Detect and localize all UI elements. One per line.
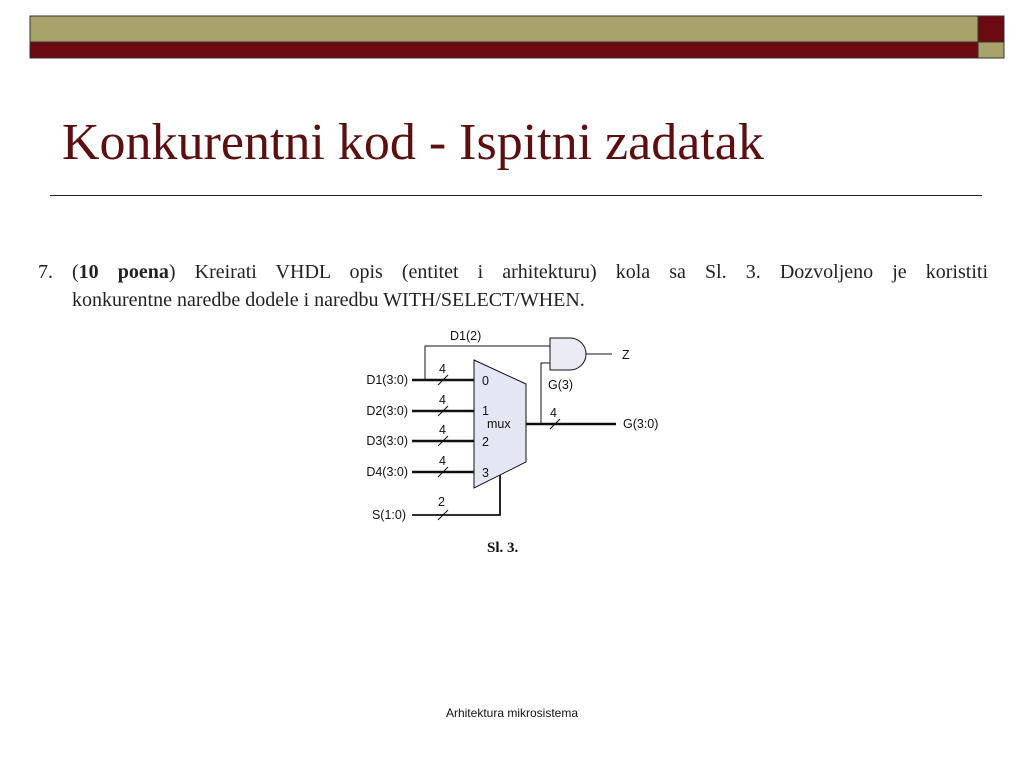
output-width: 4: [550, 406, 557, 420]
d3-width: 4: [439, 423, 446, 437]
task-text: [38, 258, 988, 314]
task-line-1: (10 poena) Kreirati VHDL opis (entitet i arhitekturu) kola sa Sl. 3. Dozvoljeno je koristiti: [72, 261, 988, 283]
task-number: 7.: [38, 261, 53, 283]
mux-label: mux: [487, 417, 511, 431]
task-points: 10 poena: [78, 261, 169, 283]
task-line-1-text: ) Kreirati VHDL opis (entitet i arhitekturu) kola sa Sl. 3. Dozvoljeno je koristiti: [168, 261, 988, 283]
banner-olive-bar: [30, 16, 978, 42]
mux-port-3: 3: [482, 466, 489, 480]
and-input-top-label: D1(2): [450, 329, 482, 343]
slide-footer: Arhitektura mikrosistema: [445, 706, 579, 720]
d1-width: 4: [439, 362, 446, 376]
and-gate: [550, 338, 586, 370]
mux-port-0: 0: [482, 374, 489, 388]
z-label: Z: [622, 348, 630, 362]
input-label-d2: D2(3:0): [366, 404, 408, 418]
d4-width: 4: [439, 454, 446, 468]
header-banner: [0, 0, 1024, 70]
mux-port-1: 1: [482, 404, 489, 418]
slide-title: Konkurentni kod - Ispitni zadatak: [62, 114, 764, 171]
input-label-d1: D1(3:0): [366, 373, 408, 387]
circuit-diagram: [350, 322, 680, 528]
mux-port-2: 2: [482, 435, 489, 449]
g3-wire: [541, 363, 550, 424]
banner-maroon-square: [978, 16, 1004, 42]
d2-width: 4: [439, 393, 446, 407]
banner-maroon-bar: [30, 42, 978, 58]
output-label: G(3:0): [623, 417, 659, 431]
input-label-d3: D3(3:0): [366, 434, 408, 448]
title-divider: [50, 195, 982, 196]
figure-caption: Sl. 3.: [487, 540, 519, 556]
g3-label: G(3): [548, 378, 573, 392]
select-label: S(1:0): [371, 508, 406, 522]
task-line-2: konkurentne naredbe dodele i naredbu WITH/SELECT/WHEN.: [72, 289, 585, 311]
input-label-d4: D4(3:0): [366, 465, 408, 479]
select-width: 2: [438, 495, 445, 509]
banner-olive-square: [978, 42, 1004, 58]
